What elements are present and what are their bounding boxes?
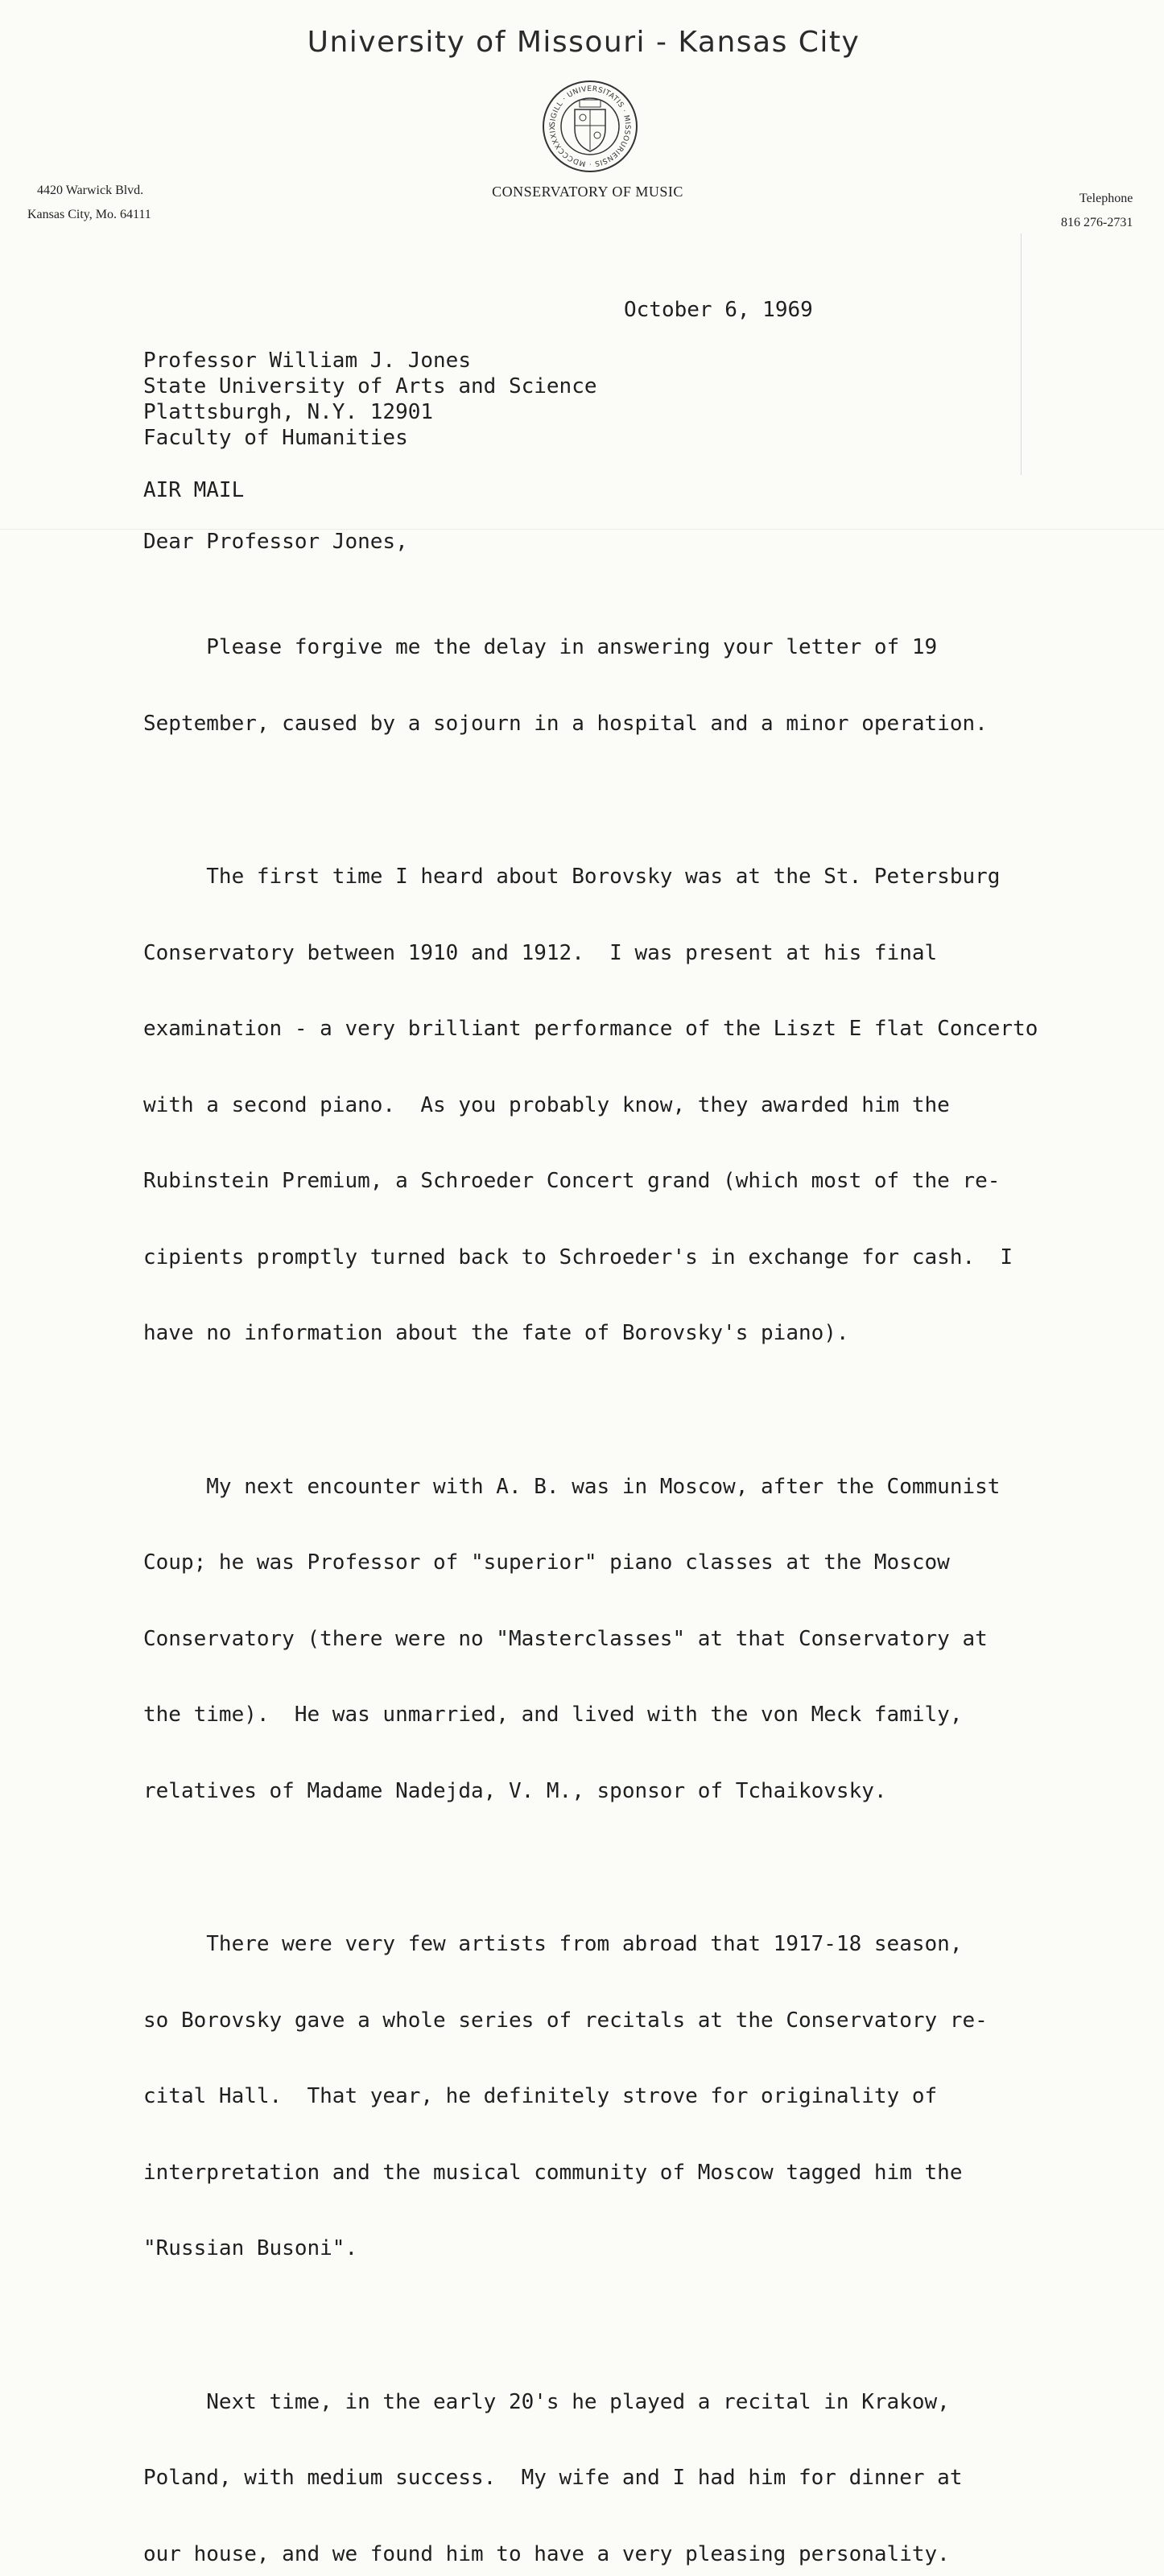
salutation: Dear Professor Jones, xyxy=(143,530,408,554)
body-line: "Russian Busoni". xyxy=(143,2236,1069,2262)
body-line: Coup; he was Professor of "superior" piano classes at the Moscow xyxy=(143,1550,1069,1576)
seal-legend: SIGILL · UNIVERSITATIS · MISSOURIENSIS · MDCCCXXXIX xyxy=(549,85,631,167)
body-line: Conservatory (there were no "Masterclasses" at that Conservatory at xyxy=(143,1627,1069,1653)
letterhead-address xyxy=(27,179,151,227)
mail-type: AIR MAIL xyxy=(143,478,244,502)
paragraph-recitals xyxy=(143,1881,1069,2313)
telephone-number: 816 276-2731 xyxy=(1061,211,1133,235)
body-line: have no information about the fate of Borovsky's piano). xyxy=(143,1321,1069,1347)
body-line: Rubinstein Premium, a Schroeder Concert grand (which most of the re- xyxy=(143,1169,1069,1195)
body-line: September, caused by a sojourn in a hospital and a minor operation. xyxy=(143,712,1069,737)
body-line: examination - a very brilliant performance of the Liszt E flat Concerto xyxy=(143,1017,1069,1042)
recipient-line: Professor William J. Jones xyxy=(143,348,597,374)
recipient-line: State University of Arts and Science xyxy=(143,374,597,399)
body-line: our house, and we found him to have a very pleasing personality. xyxy=(143,2542,1069,2568)
body-line: so Borovsky gave a whole series of recitals at the Conservatory re- xyxy=(143,2008,1069,2034)
paragraph-delay xyxy=(143,584,1069,787)
letter-date: October 6, 1969 xyxy=(624,298,813,322)
letterhead-telephone xyxy=(1061,187,1133,235)
body-line: relatives of Madame Nadejda, V. M., sponsor of Tchaikovsky. xyxy=(143,1779,1069,1805)
recipient-block xyxy=(143,348,597,451)
department-name: CONSERVATORY OF MUSIC xyxy=(451,184,724,200)
telephone-label: Telephone xyxy=(1061,187,1133,211)
paragraph-moscow xyxy=(143,1424,1069,1856)
body-line: Next time, in the early 20's he played a recital in Krakow, xyxy=(143,2390,1069,2416)
paragraph-st-petersburg xyxy=(143,814,1069,1397)
body-line: There were very few artists from abroad that 1917-18 season, xyxy=(143,1932,1069,1958)
letter-body xyxy=(143,584,1069,2576)
body-line: cipients promptly turned back to Schroeder's in exchange for cash. I xyxy=(143,1245,1069,1271)
body-line: cital Hall. That year, he definitely strove for originality of xyxy=(143,2084,1069,2110)
body-line: with a second piano. As you probably know, they awarded him the xyxy=(143,1093,1069,1119)
paper-edge-line xyxy=(1021,233,1022,475)
address-street: 4420 Warwick Blvd. xyxy=(27,179,151,203)
body-line: the time). He was unmarried, and lived with the von Meck family, xyxy=(143,1703,1069,1728)
address-city: Kansas City, Mo. 64111 xyxy=(27,203,151,227)
recipient-line: Faculty of Humanities xyxy=(143,425,597,451)
body-line: Poland, with medium success. My wife and I had him for dinner at xyxy=(143,2466,1069,2491)
paragraph-krakow xyxy=(143,2339,1069,2576)
university-name: University of Missouri - Kansas City xyxy=(266,26,902,59)
recipient-line: Plattsburgh, N.Y. 12901 xyxy=(143,399,597,425)
body-line: The first time I heard about Borovsky was at the St. Petersburg xyxy=(143,865,1069,890)
body-line: Conservatory between 1910 and 1912. I was present at his final xyxy=(143,941,1069,967)
body-line: interpretation and the musical community of Moscow tagged him the xyxy=(143,2161,1069,2186)
body-line: My next encounter with A. B. was in Moscow, after the Communist xyxy=(143,1475,1069,1501)
university-seal-icon xyxy=(541,79,639,174)
body-line: Please forgive me the delay in answering your letter of 19 xyxy=(143,635,1069,661)
